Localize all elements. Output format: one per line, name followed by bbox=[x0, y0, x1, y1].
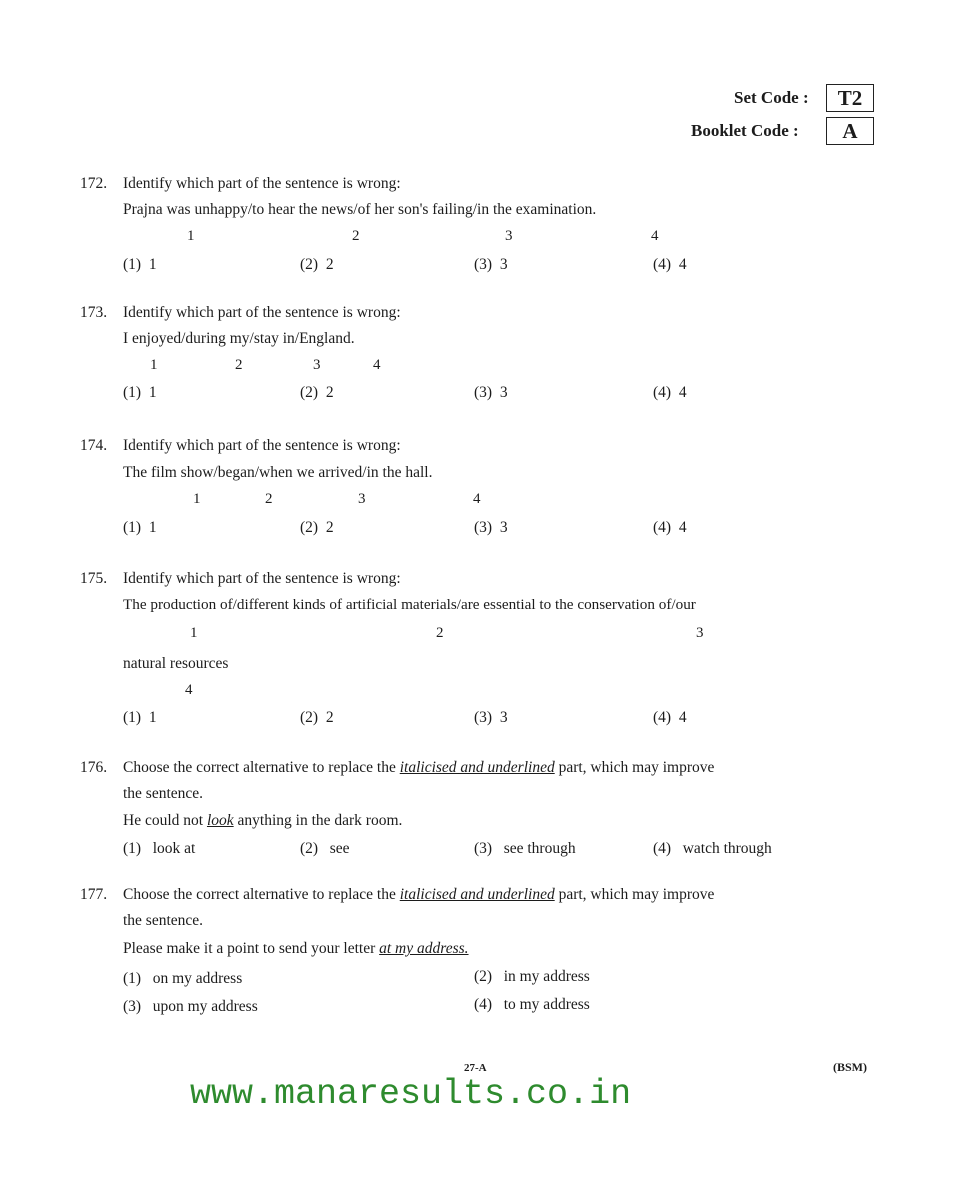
part-number: 2 bbox=[352, 228, 360, 244]
option-3[interactable]: (3) 3 bbox=[474, 519, 508, 536]
part-number: 2 bbox=[436, 625, 444, 641]
part-number: 1 bbox=[190, 625, 198, 641]
part-number: 3 bbox=[358, 491, 366, 507]
prompt-emphasis: italicised and underlined bbox=[399, 886, 555, 903]
question-sentence bbox=[123, 812, 402, 830]
option-1[interactable]: (1) 1 bbox=[123, 709, 157, 726]
prompt-text: Choose the correct alternative to replace the bbox=[123, 759, 400, 776]
question-number: 174. bbox=[80, 437, 108, 454]
part-number: 4 bbox=[373, 357, 381, 373]
option-2[interactable]: (2) 2 bbox=[300, 709, 334, 726]
booklet-code-label: Booklet Code : bbox=[691, 121, 799, 140]
part-number: 3 bbox=[696, 625, 704, 641]
option-3[interactable]: (3) 3 bbox=[474, 709, 508, 726]
option-2[interactable]: (2) in my address bbox=[474, 968, 590, 985]
part-number: 1 bbox=[187, 228, 195, 244]
sentence-text: He could not bbox=[123, 812, 207, 829]
question-number: 175. bbox=[80, 570, 108, 587]
question-sentence-line-1: The production of/different kinds of artificial materials/are essential to the conservation of/our bbox=[123, 596, 696, 613]
question-sentence-line-2: natural resources bbox=[123, 655, 229, 672]
part-number: 4 bbox=[473, 491, 481, 507]
part-number: 4 bbox=[185, 682, 193, 698]
option-3[interactable]: (3) 3 bbox=[474, 256, 508, 273]
question-prompt: Identify which part of the sentence is wrong: bbox=[123, 437, 401, 454]
booklet-code-box: A bbox=[826, 117, 874, 145]
option-4[interactable]: (4) 4 bbox=[653, 256, 687, 273]
sentence-text: Please make it a point to send your letter bbox=[123, 940, 380, 957]
prompt-text: Choose the correct alternative to replace the bbox=[123, 886, 400, 903]
question-number: 177. bbox=[80, 886, 108, 903]
option-4[interactable]: (4) 4 bbox=[653, 709, 687, 726]
part-number: 2 bbox=[235, 357, 243, 373]
question-prompt: Identify which part of the sentence is wrong: bbox=[123, 304, 401, 321]
option-2[interactable]: (2) see bbox=[300, 840, 350, 857]
question-sentence: The film show/began/when we arrived/in the hall. bbox=[123, 464, 433, 481]
option-1[interactable]: (1) 1 bbox=[123, 519, 157, 536]
part-number: 1 bbox=[150, 357, 158, 373]
question-number: 172. bbox=[80, 175, 108, 192]
option-2[interactable]: (2) 2 bbox=[300, 384, 334, 401]
option-3[interactable]: (3) see through bbox=[474, 840, 576, 857]
question-sentence: Prajna was unhappy/to hear the news/of her son's failing/in the examination. bbox=[123, 201, 597, 218]
part-number: 2 bbox=[265, 491, 273, 507]
option-1[interactable]: (1) look at bbox=[123, 840, 196, 857]
option-4[interactable]: (4) 4 bbox=[653, 384, 687, 401]
part-number: 3 bbox=[313, 357, 321, 373]
sentence-emphasis: at my address. bbox=[379, 940, 469, 957]
question-prompt: Identify which part of the sentence is wrong: bbox=[123, 570, 401, 587]
question-sentence bbox=[123, 940, 469, 958]
series-code: (BSM) bbox=[833, 1060, 867, 1074]
part-number: 4 bbox=[651, 228, 659, 244]
option-2[interactable]: (2) 2 bbox=[300, 256, 334, 273]
set-code-label: Set Code : bbox=[734, 88, 809, 107]
prompt-emphasis: italicised and underlined bbox=[399, 759, 555, 776]
sentence-text: anything in the dark room. bbox=[233, 812, 403, 829]
option-1[interactable]: (1) 1 bbox=[123, 256, 157, 273]
option-4[interactable]: (4) watch through bbox=[653, 840, 772, 857]
question-number: 176. bbox=[80, 759, 108, 776]
page-code: 27-A bbox=[464, 1062, 487, 1074]
option-3[interactable]: (3) 3 bbox=[474, 384, 508, 401]
website-watermark[interactable]: www.manaresults.co.in bbox=[190, 1074, 632, 1114]
question-sentence: I enjoyed/during my/stay in/England. bbox=[123, 330, 355, 347]
option-3[interactable]: (3) upon my address bbox=[123, 998, 258, 1015]
question-number: 173. bbox=[80, 304, 108, 321]
option-2[interactable]: (2) 2 bbox=[300, 519, 334, 536]
question-prompt bbox=[123, 886, 714, 904]
option-1[interactable]: (1) on my address bbox=[123, 970, 243, 987]
question-prompt-line-2: the sentence. bbox=[123, 785, 204, 802]
question-prompt bbox=[123, 759, 714, 777]
part-number: 3 bbox=[505, 228, 513, 244]
option-4[interactable]: (4) 4 bbox=[653, 519, 687, 536]
part-number: 1 bbox=[193, 491, 201, 507]
option-4[interactable]: (4) to my address bbox=[474, 996, 590, 1013]
prompt-text: part, which may improve bbox=[554, 759, 715, 776]
question-prompt-line-2: the sentence. bbox=[123, 912, 204, 929]
prompt-text: part, which may improve bbox=[554, 886, 715, 903]
question-prompt: Identify which part of the sentence is wrong: bbox=[123, 175, 401, 192]
option-1[interactable]: (1) 1 bbox=[123, 384, 157, 401]
sentence-emphasis: look bbox=[206, 812, 234, 829]
set-code-box: T2 bbox=[826, 84, 874, 112]
